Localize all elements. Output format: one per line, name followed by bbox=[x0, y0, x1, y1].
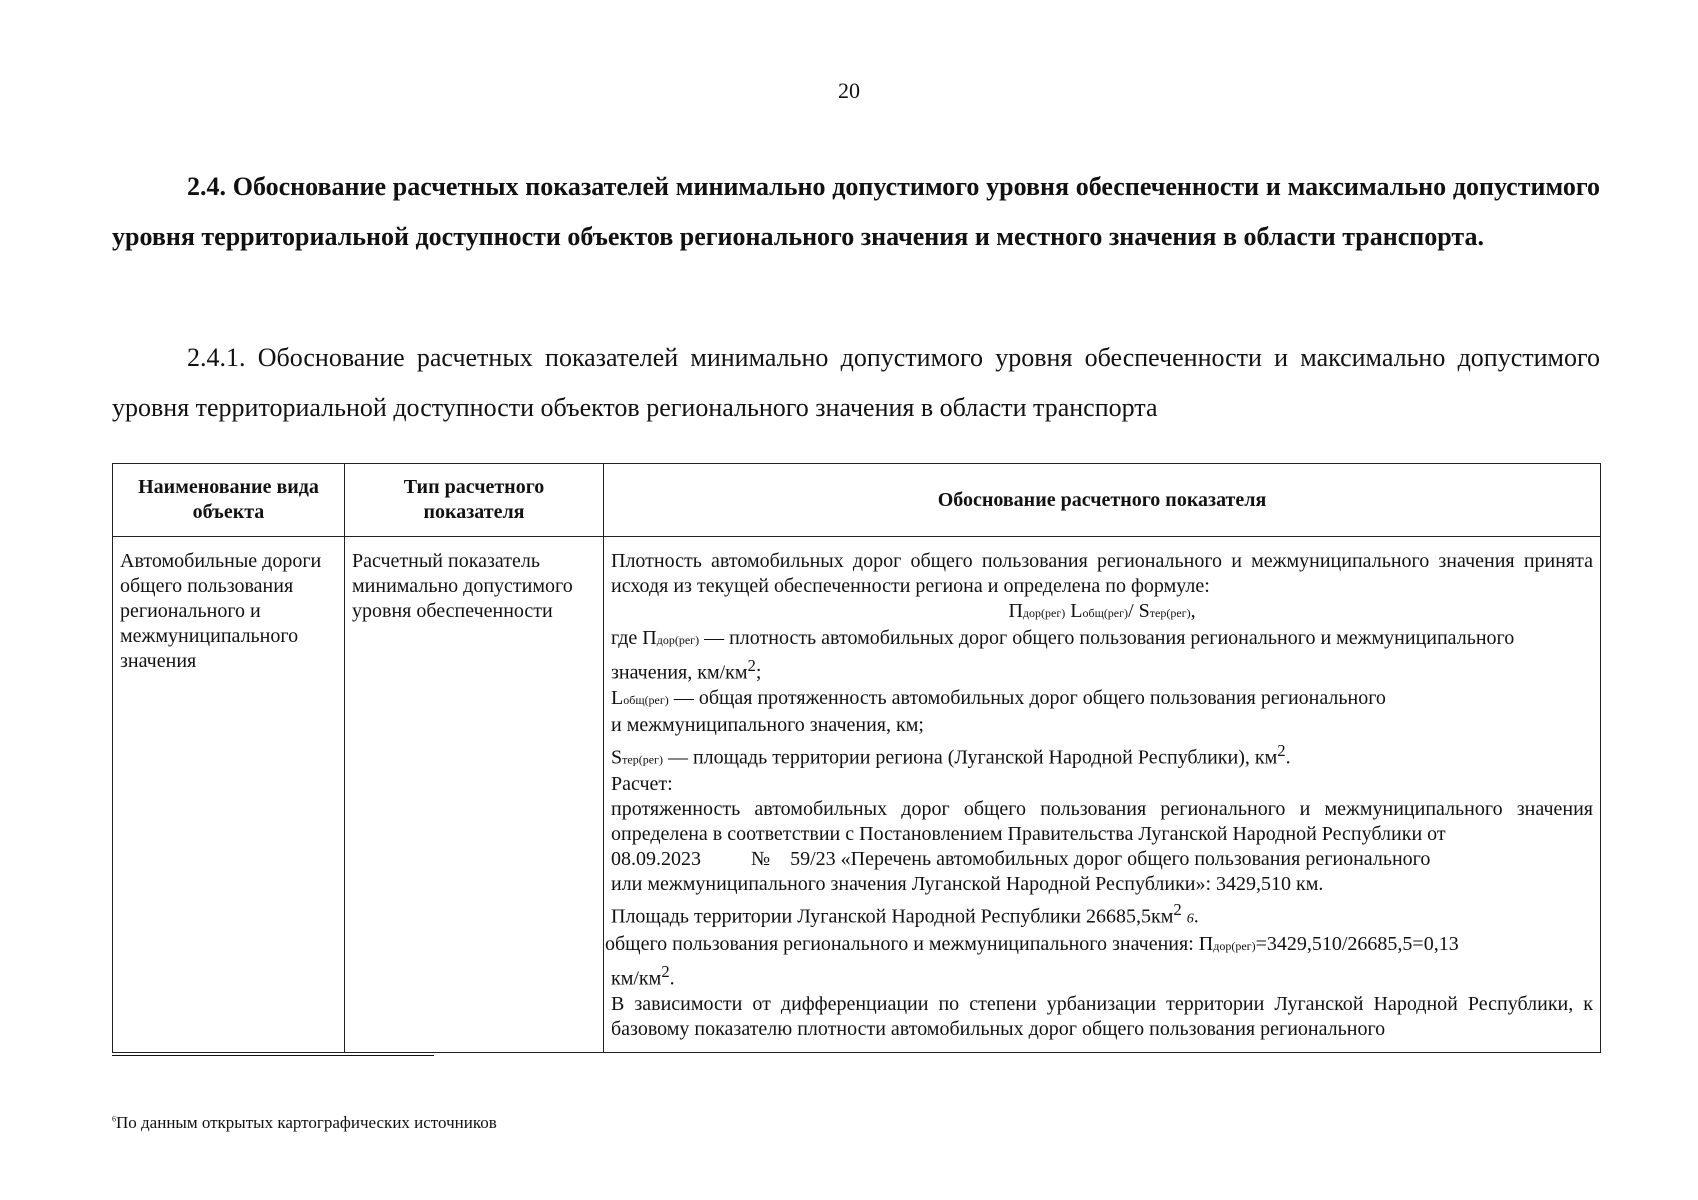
density-calc: общего пользования регионального и межмуниципального значения: Пдор(рег)=3429,510/26685,5=0,13 bbox=[605, 932, 1459, 955]
header-object-type: Наименование вида объекта bbox=[113, 464, 345, 537]
definition-area: Sтер(рег) — площадь территории региона (Луганской Народной Республики), $км^2$. bbox=[611, 740, 1291, 769]
cell-indicator-type: Расчетный показатель минимально допустимого уровня обеспеченности bbox=[345, 537, 604, 1053]
definition-length-cont: и межмуниципального значения, км; bbox=[611, 713, 924, 736]
header-justification: Обоснование расчетного показателя bbox=[604, 464, 1601, 537]
footnote-separator bbox=[112, 1055, 434, 1056]
table-header-row bbox=[113, 464, 1601, 537]
calc-label: Расчет: bbox=[611, 773, 673, 796]
calc-text: протяженность автомобильных дорог общего пользования регионального и межмуниципального значения определена в соответствии с Постановлением Правительства Луганской Народной Республики от bbox=[611, 798, 1593, 846]
subsection-heading: 2.4.1. Обоснование расчетных показателей минимально допустимого уровня обеспеченности и максимально допустимого уровня территориальной доступности объектов регионального значения в области транспорта bbox=[112, 343, 1600, 422]
formula: Пдор(рег) Lобщ(рег)/ Sтер(рег), bbox=[1008, 600, 1196, 622]
area-line: Площадь территории Луганской Народной Республики $26685,5км^2$ 6. bbox=[611, 900, 1199, 928]
calc-date-line: 08.09.2023 № 59/23 «Перечень автомобильных дорог общего пользования регионального bbox=[611, 848, 1431, 871]
definition-density: где Пдор(рег) — плотность автомобильных дорог общего пользования регионального и межмуниципального значения, $км/км^2$; bbox=[611, 627, 1515, 684]
header-indicator-type: Тип расчетного показателя bbox=[345, 464, 604, 537]
table-row bbox=[113, 537, 1601, 1053]
footnote: $^6$По данным открытых картографических источников bbox=[112, 1113, 497, 1132]
page-number: 20 bbox=[838, 78, 860, 103]
cell-justification bbox=[604, 537, 1601, 1053]
section-heading: 2.4. Обоснование расчетных показателей минимально допустимого уровня обеспеченности и максимально допустимого уровня территориальной доступности объектов регионального значения и местного значения в области транспорта. bbox=[112, 172, 1600, 251]
indicator-table bbox=[112, 463, 1601, 1053]
cell-object-type: Автомобильные дороги общего пользования регионального и межмуниципального значения bbox=[113, 537, 345, 1053]
calc-total-line: или межмуниципального значения Луганской Народной Республики»: 3429,510 км. bbox=[611, 873, 1324, 896]
density-unit: $км/км^2$. bbox=[611, 961, 675, 990]
justification-intro: Плотность автомобильных дорог общего пользования регионального и межмуниципального значения принята исходя из текущей обеспеченности региона и определена по формуле: bbox=[611, 550, 1593, 597]
definition-length: Lобщ(рег) — общая протяженность автомобильных дорог общего пользования регионального bbox=[611, 686, 1386, 709]
urbanization-text: В зависимости от дифференциации по степени урбанизации территории Луганской Народной Республики, к базовому показателю плотности автомобильных дорог общего пользования регионального bbox=[611, 992, 1593, 1040]
